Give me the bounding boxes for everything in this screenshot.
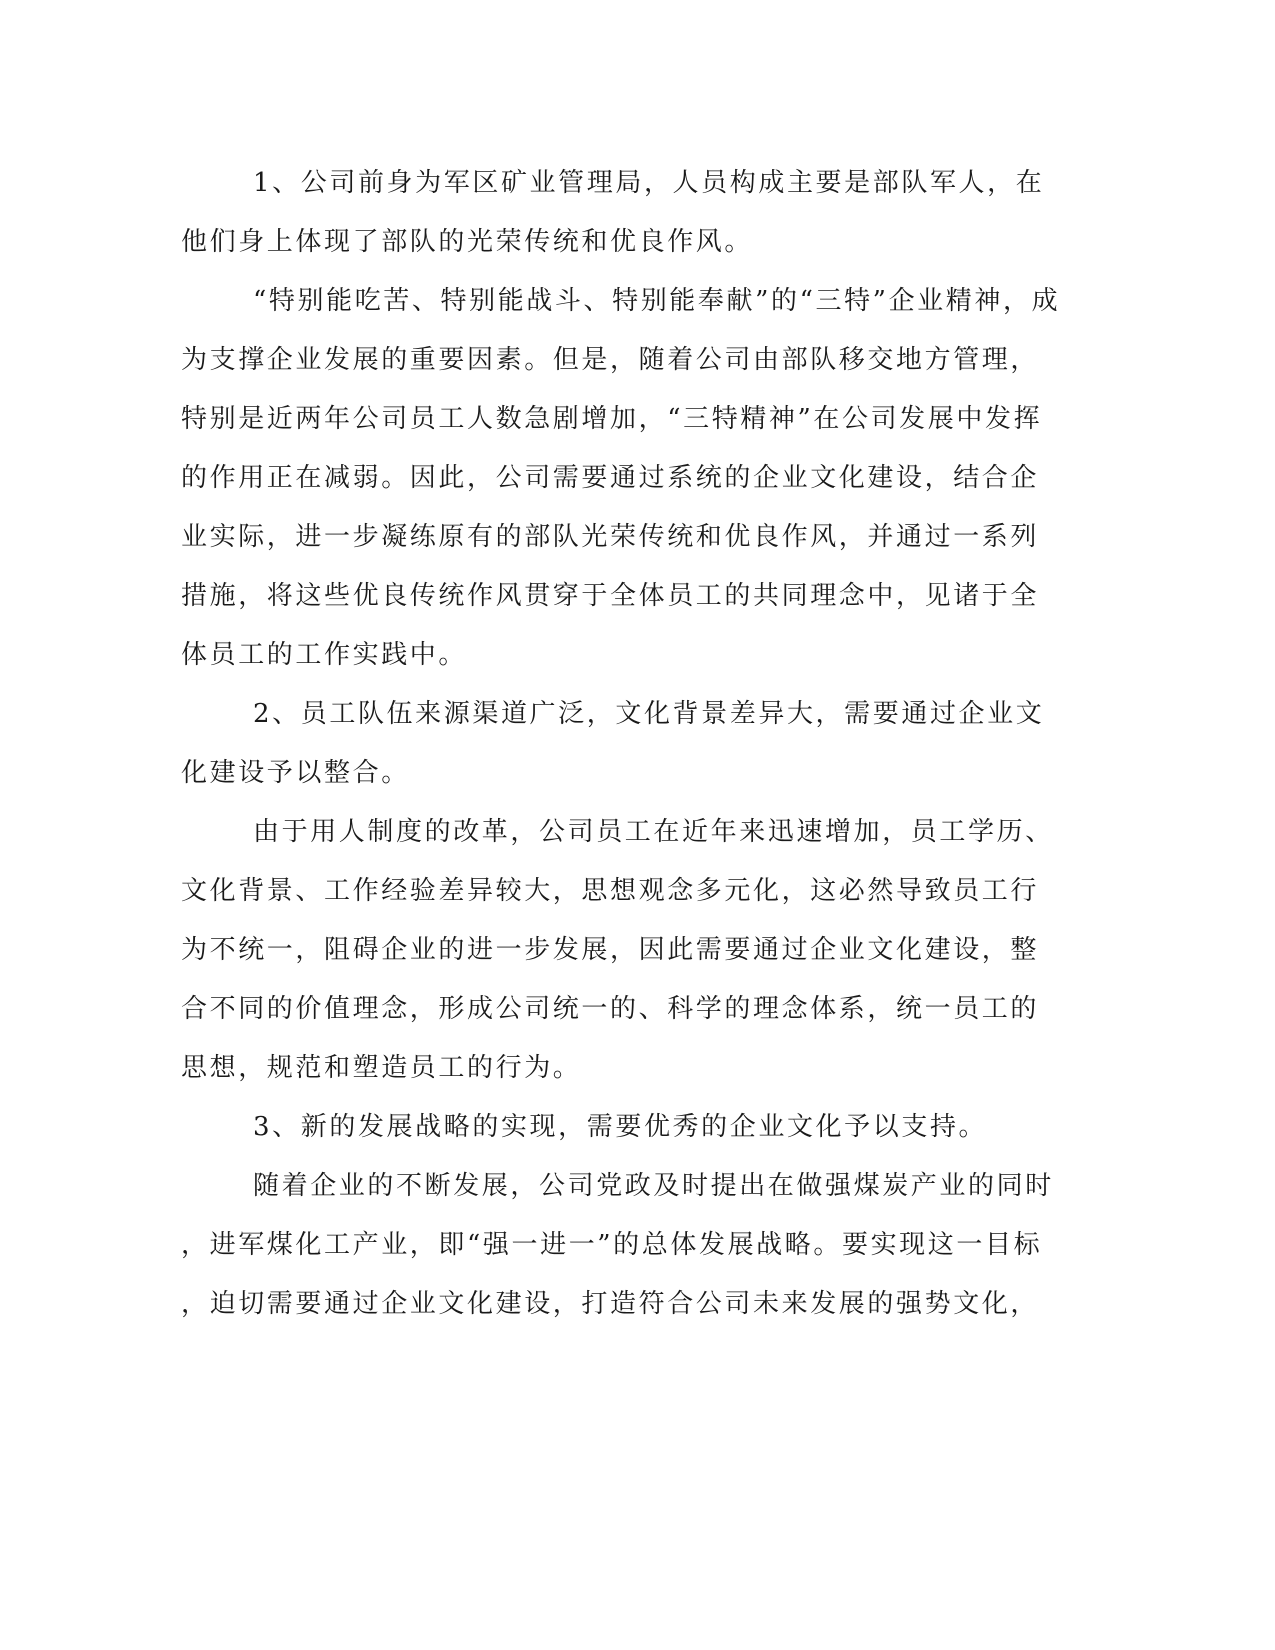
paragraph-1 (181, 154, 1045, 272)
paragraph-4 (181, 803, 1054, 1098)
text-line: “特别能吃苦、特别能战斗、特别能奉献”的“三特”企业精神，成 (253, 286, 1061, 316)
text-line: 措施，将这些优良传统作风贯穿于全体员工的共同理念中，见诸于全 (181, 581, 1040, 611)
paragraph-5 (181, 1098, 1041, 1157)
text-line: 合不同的价值理念，形成公司统一的、科学的理念体系，统一员工的 (181, 994, 1040, 1024)
text-line: 3、新的发展战略的实现，需要优秀的企业文化予以支持。 (253, 1112, 988, 1142)
paragraph-6 (181, 1157, 1054, 1334)
text-line: 思想，规范和塑造员工的行为。 (181, 1053, 582, 1083)
text-line: 随着企业的不断发展，公司党政及时提出在做强煤炭产业的同时 (253, 1171, 1054, 1201)
text-line: 业实际，进一步凝练原有的部队光荣传统和优良作风，并通过一系列 (181, 522, 1040, 552)
text-line: 的作用正在减弱。因此，公司需要通过系统的企业文化建设，结合企 (181, 463, 1040, 493)
text-line: ，进军煤化工产业，即“强一进一”的总体发展战略。要实现这一目标 (181, 1230, 1043, 1260)
text-line: 1、公司前身为军区矿业管理局，人员构成主要是部队军人，在 (253, 168, 1045, 198)
paragraph-3 (181, 685, 1045, 803)
text-line: 特别是近两年公司员工人数急剧增加，“三特精神”在公司发展中发挥 (181, 404, 1043, 434)
text-line: 由于用人制度的改革，公司员工在近年来迅速增加，员工学历、 (253, 817, 1054, 847)
paragraph-2 (181, 272, 1061, 685)
text-line: ，迫切需要通过企业文化建设，打造符合公司未来发展的强势文化， (181, 1289, 1040, 1319)
text-line: 文化背景、工作经验差异较大，思想观念多元化，这必然导致员工行 (181, 876, 1040, 906)
text-line: 化建设予以整合。 (181, 758, 410, 788)
text-line: 2、员工队伍来源渠道广泛，文化背景差异大，需要通过企业文 (253, 699, 1045, 729)
text-line: 为不统一，阻碍企业的进一步发展，因此需要通过企业文化建设，整 (181, 935, 1040, 965)
document-body (181, 154, 1061, 1334)
text-line: 为支撑企业发展的重要因素。但是，随着公司由部队移交地方管理， (181, 345, 1040, 375)
text-line: 他们身上体现了部队的光荣传统和优良作风。 (181, 227, 754, 257)
text-line: 体员工的工作实践中。 (181, 640, 468, 670)
